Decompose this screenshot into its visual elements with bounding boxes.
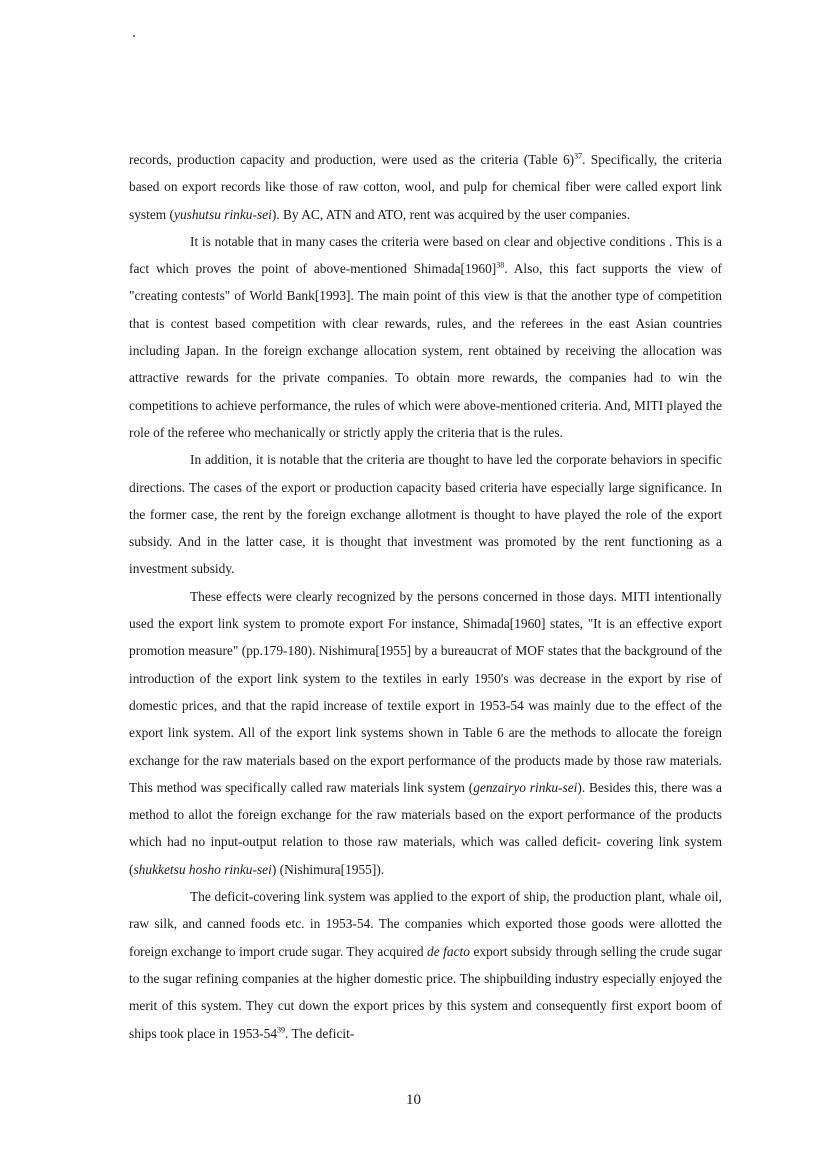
text-run: The deficit-covering link system was applied to the export of ship, the production plant, whale oil, raw silk, and canned foods etc. in 1953-54. The companies which exported those goods were allotted the foreign exchange to import crude sugar. They acquired: [129, 889, 722, 959]
italic-term: genzairyo rinku-sei: [473, 779, 578, 795]
page-number: 10: [406, 1092, 421, 1108]
footnote-marker: 37: [574, 151, 583, 161]
italic-term: yushutsu rinku-sei: [174, 206, 272, 222]
paragraph: [129, 583, 722, 883]
body-text: [129, 146, 722, 1047]
text-run: ). Besides this, there was a method to allot the foreign exchange for the raw materials based on the export performance of the products which had no input-output relation to those raw materials, which was called deficit- covering link system (: [129, 779, 722, 877]
paragraph: [129, 146, 722, 228]
text-run: It is notable that in many cases the criteria were based on clear and objective conditions . This is a fact which proves the point of above-mentioned Shimada[1960]: [129, 233, 722, 277]
text-run: These effects were clearly recognized by the persons concerned in those days. MITI intentionally used the export link system to promote export For instance, Shimada[1960] states, "It is an effective export promotion measure" (pp.179-180). Nishimura[1955] by a bureaucrat of MOF states that the background of the introduction of the export link system to the textiles in early 1950's was decrease in the export by rise of domestic prices, and that the rapid increase of textile export in 1953-54 was mainly due to the effect of the export link system. All of the export link systems shown in Table 6 are the methods to allocate the foreign exchange for the raw materials based on the export performance of the products made by those raw materials. This method was specifically called raw materials link system (: [129, 588, 722, 795]
italic-term: shukketsu hosho rinku-sei: [133, 861, 272, 877]
text-run: . Also, this fact supports the view of "creating contests" of World Bank[1993]. The main point of this view is that the another type of competition that is contest based competition with clear rewards, rules, and the referees in the east Asian countries including Japan. In the foreign exchange allocation system, rent obtained by receiving the allocation was attractive rewards for the private companies. To obtain more rewards, the companies had to win the competitions to achieve performance, the rules of which were above-mentioned criteria. And, MITI played the role of the referee who mechanically or strictly apply the criteria that is the rules.: [129, 261, 723, 440]
text-run: ) (Nishimura[1955]).: [271, 861, 385, 877]
footnote-marker: 39: [277, 1025, 286, 1035]
paragraph: [129, 883, 722, 1047]
text-run: . Specifically, the criteria based on export records like those of raw cotton, wool, and pulp for chemical fiber were called export link system (: [129, 152, 723, 222]
text-run: In addition, it is notable that the criteria are thought to have led the corporate behaviors in specific directions. The cases of the export or production capacity based criteria have especially large significance. In the former case, the rent by the foreign exchange allotment is thought to have played the role of the export subsidy. And in the latter case, it is thought that investment was promoted by the rent functioning as a investment subsidy.: [129, 452, 722, 577]
paragraph: [129, 228, 722, 446]
scan-speck: [133, 35, 135, 37]
italic-term: de facto: [427, 943, 470, 959]
text-run: export subsidy through selling the crude sugar to the sugar refining companies at the higher domestic price. The shipbuilding industry especially enjoyed the merit of this system. They cut down the export prices by this system and consequently first export boom of ships took place in 1953-54: [129, 943, 723, 1041]
text-run: records, production capacity and production, were used as the criteria (Table 6): [129, 152, 575, 167]
footnote-marker: 38: [496, 260, 505, 270]
paragraph: [129, 446, 722, 582]
text-run: . The deficit-: [285, 1025, 355, 1041]
text-run: ). By AC, ATN and ATO, rent was acquired by the user companies.: [271, 206, 631, 222]
